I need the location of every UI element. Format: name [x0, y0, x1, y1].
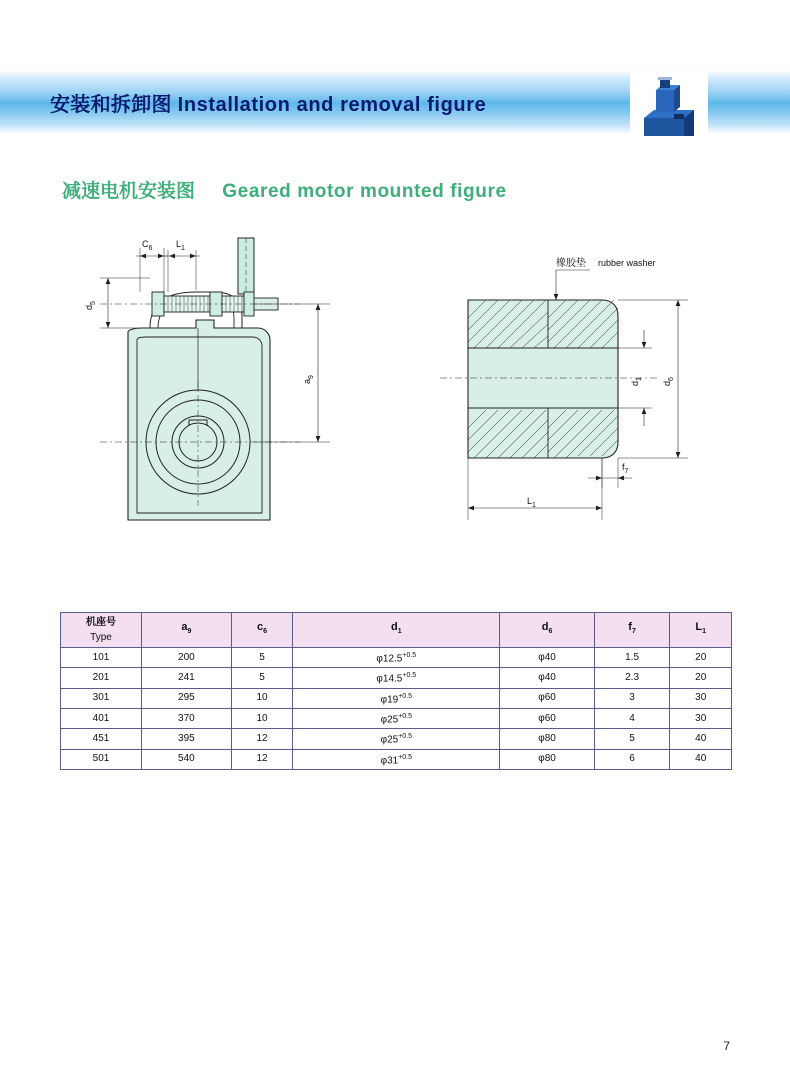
label-rubber-washer-en: rubber washer: [598, 258, 656, 268]
page-title: [50, 88, 486, 117]
label-c6: $C_6$: [142, 239, 153, 252]
table-row: [61, 688, 732, 708]
cell-l1: 20: [670, 668, 732, 688]
cell-f7: 2.3: [594, 668, 670, 688]
cell-a9: 241: [142, 668, 232, 688]
page-number: 7: [723, 1039, 730, 1053]
cell-type: 201: [61, 668, 142, 688]
label-l1-right: $L_1$: [527, 496, 536, 509]
table-row: [61, 648, 732, 668]
cell-c6: 5: [231, 668, 293, 688]
column-header-c6: $c_6$: [231, 613, 293, 648]
section-title-en: Geared motor mounted figure: [222, 181, 507, 202]
column-header-d6: $d_6$: [500, 613, 594, 648]
section-title: [62, 176, 507, 203]
page-title-en: Installation and removal figure: [177, 94, 487, 116]
cell-d6: φ60: [500, 708, 594, 728]
cell-f7: 1.5: [594, 648, 670, 668]
label-d6: $d_6$: [662, 377, 675, 386]
cell-l1: 30: [670, 688, 732, 708]
cell-d1: $\varphi 31^{+0.5}$: [293, 749, 500, 769]
cell-d6: φ60: [500, 688, 594, 708]
cell-c6: 12: [231, 749, 293, 769]
column-header-l1: $L_1$: [670, 613, 732, 648]
column-header-type-en: Type: [90, 632, 112, 643]
column-header-type-cn: 机座号: [86, 617, 116, 628]
cell-d6: φ40: [500, 648, 594, 668]
cell-d1: $\varphi 14.5^{+0.5}$: [293, 668, 500, 688]
cell-d1: $\varphi 25^{+0.5}$: [293, 729, 500, 749]
product-thumbnail: [630, 72, 708, 150]
technical-drawings: [0, 230, 790, 560]
cell-c6: 10: [231, 688, 293, 708]
specification-table: [60, 612, 732, 770]
cell-a9: 370: [142, 708, 232, 728]
page-title-cn: 安装和拆卸图: [50, 94, 172, 116]
table-head: [61, 613, 732, 648]
cell-d6: φ80: [500, 729, 594, 749]
left-drawing-mount-view: [84, 238, 330, 520]
cell-l1: 40: [670, 729, 732, 749]
cell-f7: 5: [594, 729, 670, 749]
cell-d6: φ80: [500, 749, 594, 769]
label-rubber-washer-cn: 橡胶垫: [556, 258, 586, 269]
cell-type: 401: [61, 708, 142, 728]
cell-d6: φ40: [500, 668, 594, 688]
table-row: [61, 729, 732, 749]
label-d5: $d_5$: [84, 301, 97, 310]
cell-a9: 200: [142, 648, 232, 668]
column-header-d1: $d_1$: [293, 613, 500, 648]
cell-d1: $\varphi 12.5^{+0.5}$: [293, 648, 500, 668]
cell-c6: 10: [231, 708, 293, 728]
cell-f7: 3: [594, 688, 670, 708]
label-a9: $a_9$: [302, 375, 315, 384]
cell-type: 501: [61, 749, 142, 769]
cell-f7: 6: [594, 749, 670, 769]
cell-l1: 20: [670, 648, 732, 668]
column-header-f7: $f_7$: [594, 613, 670, 648]
table-row: [61, 668, 732, 688]
section-title-cn: 减速电机安装图: [62, 181, 196, 202]
table-body: [61, 648, 732, 770]
label-l1-left: $L_1$: [176, 239, 185, 252]
cell-c6: 5: [231, 648, 293, 668]
right-drawing-washer-section: [440, 256, 688, 520]
table-row: [61, 749, 732, 769]
cell-a9: 540: [142, 749, 232, 769]
table-row: [61, 708, 732, 728]
cell-type: 101: [61, 648, 142, 668]
cell-l1: 40: [670, 749, 732, 769]
column-header-a9: $a_9$: [142, 613, 232, 648]
table-header-row: [61, 613, 732, 648]
cell-l1: 30: [670, 708, 732, 728]
cell-f7: 4: [594, 708, 670, 728]
cell-c6: 12: [231, 729, 293, 749]
label-d1: $d_1$: [630, 377, 643, 386]
cell-a9: 295: [142, 688, 232, 708]
cell-d1: $\varphi 19^{+0.5}$: [293, 688, 500, 708]
label-f7: $f_7$: [622, 462, 629, 475]
cell-d1: $\varphi 25^{+0.5}$: [293, 708, 500, 728]
cell-a9: 395: [142, 729, 232, 749]
column-header-type: [61, 613, 142, 648]
cell-type: 301: [61, 688, 142, 708]
cell-type: 451: [61, 729, 142, 749]
